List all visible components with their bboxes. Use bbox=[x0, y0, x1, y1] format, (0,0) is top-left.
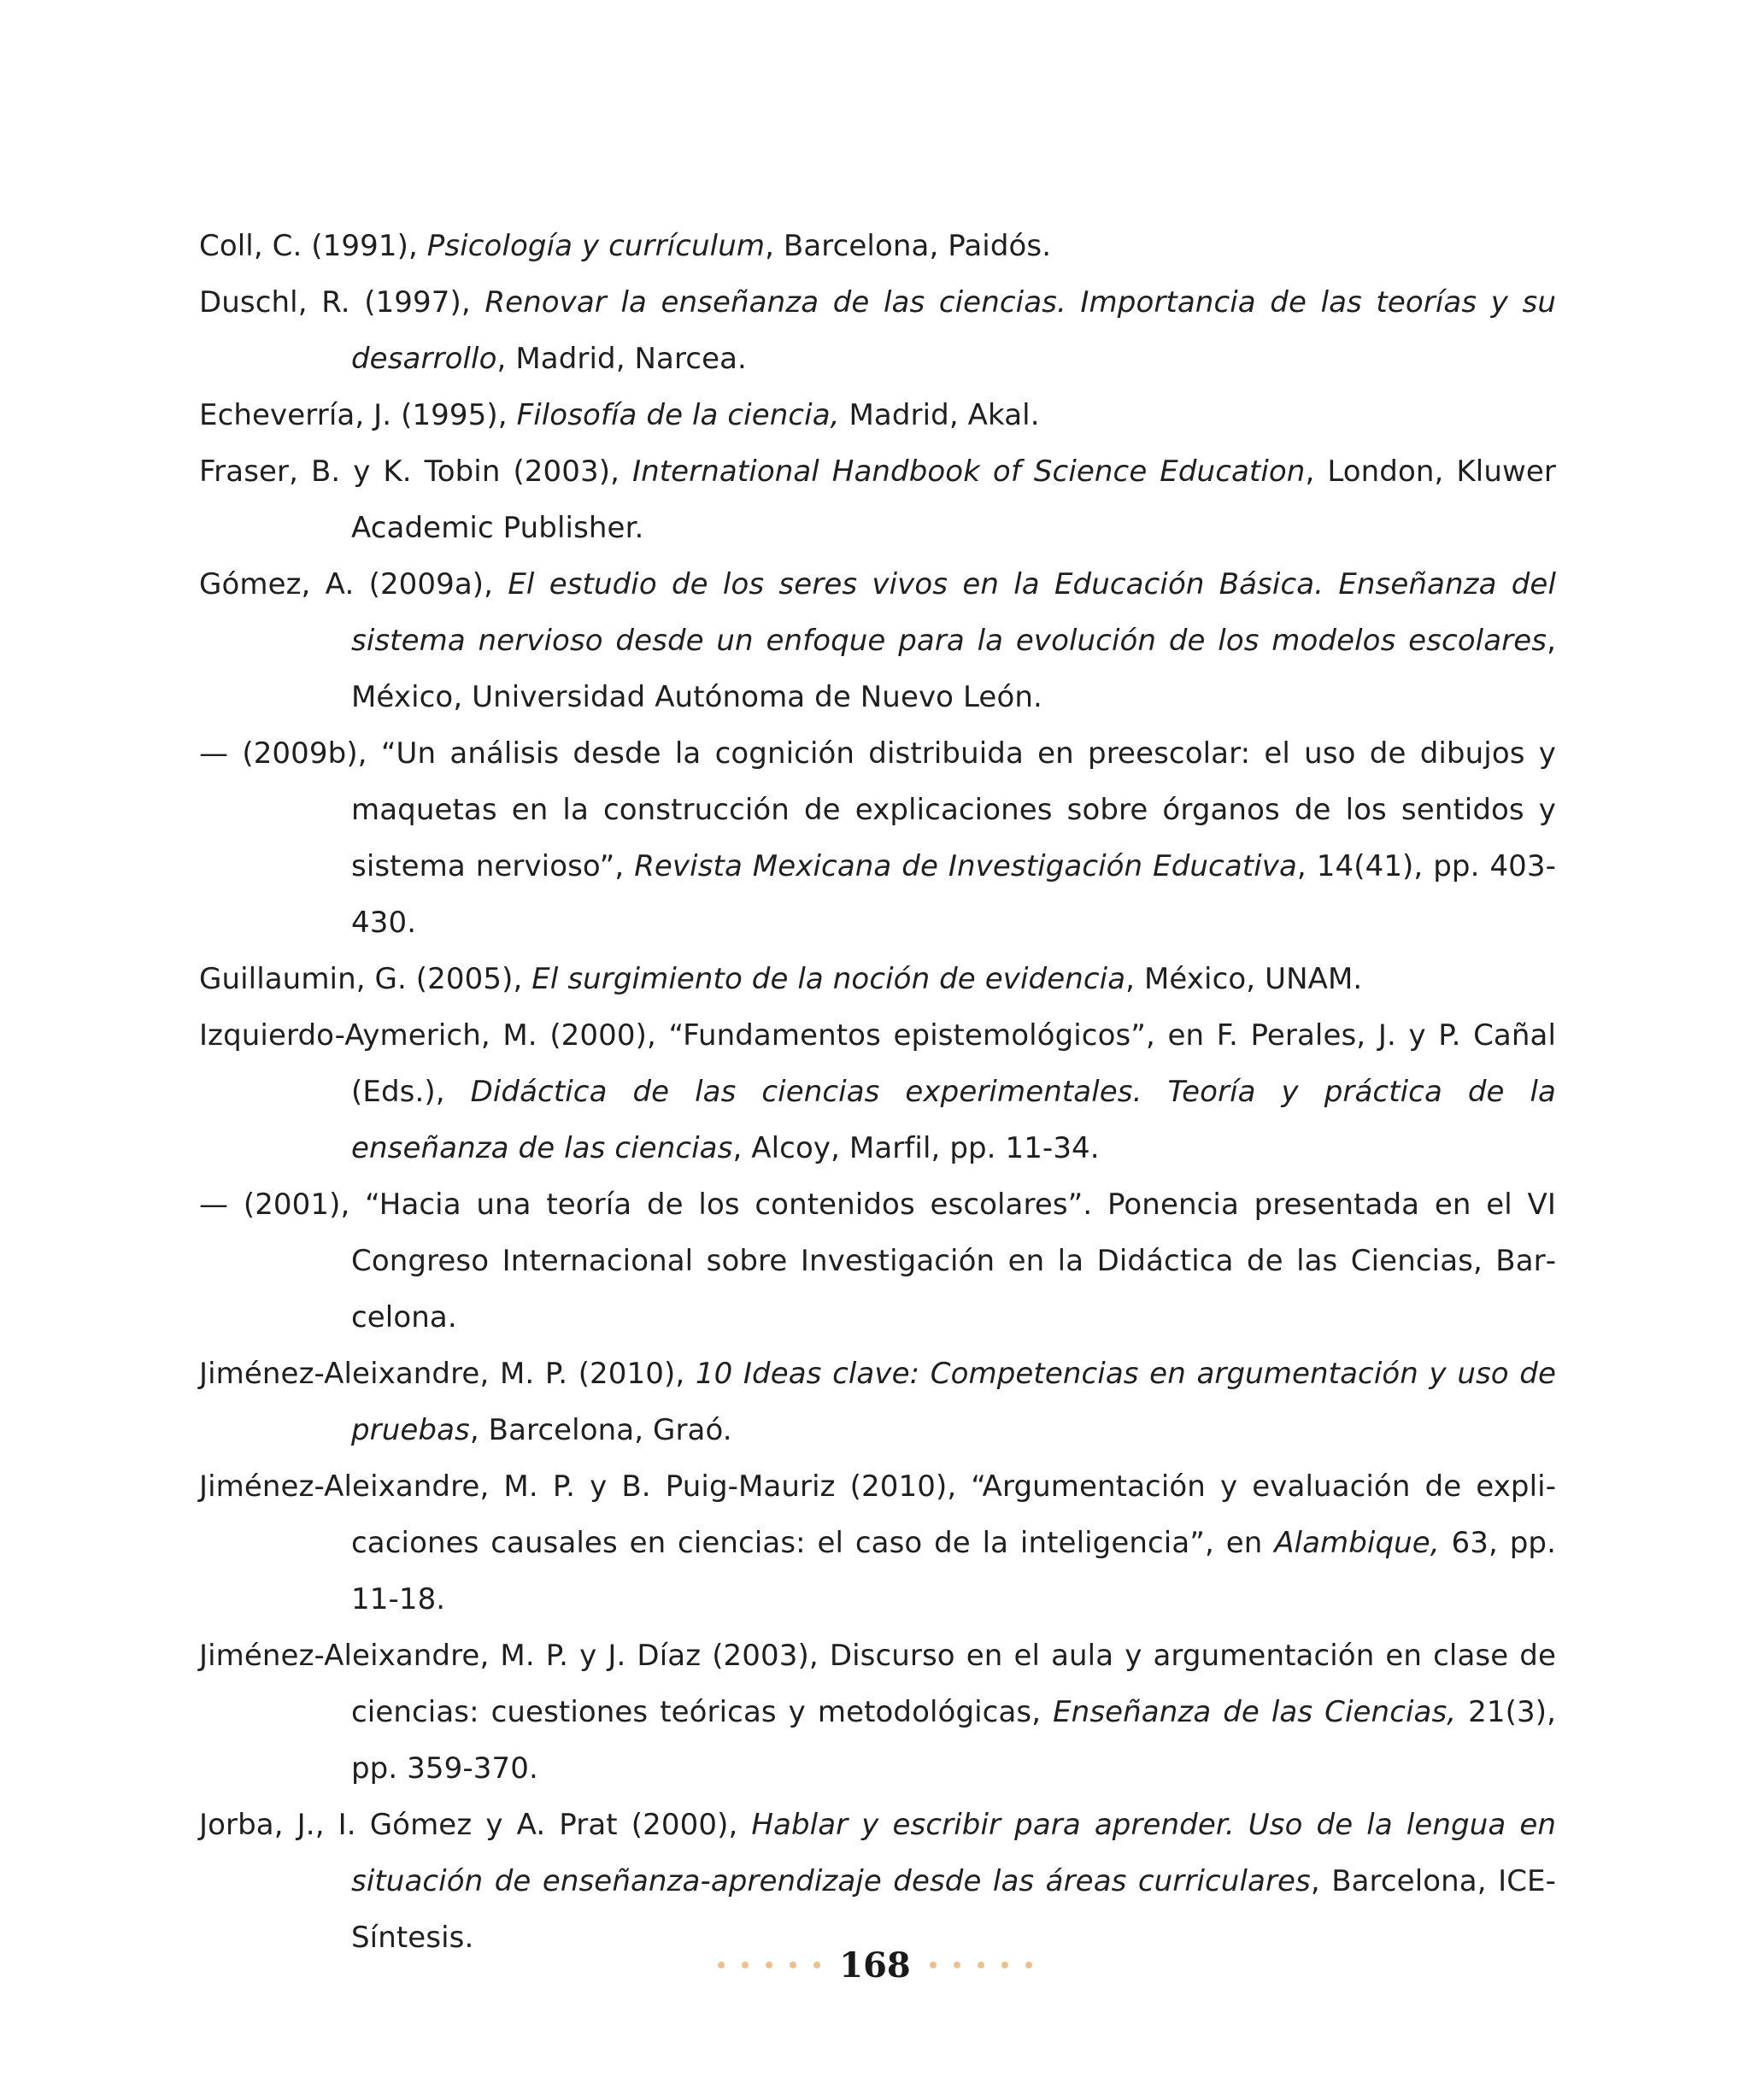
reference-entry bbox=[199, 387, 1556, 443]
reference-title: Didáctica de las ciencias experimentales. Teoría y práctica de la enseñanza de las ciencias bbox=[351, 1075, 1556, 1165]
reference-entry bbox=[199, 1628, 1556, 1797]
reference-title: Alambique, bbox=[1274, 1526, 1440, 1560]
reference-title: Revista Mexicana de Investigación Educativa bbox=[634, 849, 1297, 883]
reference-tail: , México, UNAM. bbox=[1125, 962, 1363, 996]
reference-tail: , London, Kluwer Academic Publisher. bbox=[351, 455, 1556, 545]
dot-ornament bbox=[930, 1962, 937, 1968]
dot-ornament bbox=[954, 1962, 960, 1968]
reference-entry bbox=[199, 274, 1556, 387]
reference-tail: 21(3), pp. 359-370. bbox=[351, 1695, 1556, 1786]
reference-lead: Jorba, J., I. Gómez y A. Prat (2000), bbox=[199, 1808, 752, 1842]
dot-ornament bbox=[790, 1962, 796, 1968]
dot-ornament bbox=[742, 1962, 749, 1968]
reference-entry bbox=[199, 218, 1556, 274]
reference-title: International Handbook of Science Education bbox=[631, 455, 1306, 489]
reference-entry bbox=[199, 443, 1556, 556]
reference-entry bbox=[199, 1346, 1556, 1458]
reference-entry bbox=[199, 556, 1556, 725]
reference-lead: Duschl, R. (1997), bbox=[199, 285, 485, 320]
reference-tail: , Barcelona, Paidós. bbox=[765, 229, 1052, 263]
reference-title: 10 Ideas clave: Competencias en argumentación y uso de pruebas bbox=[351, 1357, 1556, 1447]
dot-ornament bbox=[978, 1962, 984, 1968]
reference-lead: Gómez, A. (2009a), bbox=[199, 567, 508, 601]
reference-tail: , México, Universidad Autónoma de Nuevo León. bbox=[351, 624, 1556, 714]
reference-tail: Madrid, Akal. bbox=[839, 398, 1040, 432]
reference-entry bbox=[199, 1007, 1556, 1176]
reference-tail: , 14(41), pp. 403-430. bbox=[351, 849, 1557, 940]
reference-title: El estudio de los seres vivos en la Educación Básica. Enseñanza del sistema nervioso desde un enfoque para la evolución de los modelos escolares bbox=[351, 567, 1556, 658]
page-number: 168 bbox=[839, 1945, 911, 1986]
dot-ornament bbox=[1025, 1962, 1032, 1968]
reference-lead: Echeverría, J. (1995), bbox=[199, 398, 517, 432]
reference-lead: Izquierdo-Aymerich, M. (2000), “Fundamentos epistemológicos”, en F. Perales, J. y P. Cañal (Eds.), bbox=[199, 1018, 1556, 1109]
dot-ornament bbox=[766, 1962, 772, 1968]
reference-tail: 63, pp. 11-18. bbox=[351, 1526, 1556, 1616]
reference-tail: , Madrid, Narcea. bbox=[496, 342, 747, 376]
reference-title: Psicología y currículum bbox=[426, 229, 766, 263]
reference-entry bbox=[199, 1458, 1556, 1628]
dot-ornament bbox=[813, 1962, 820, 1968]
reference-title: El surgimiento de la noción de evidencia bbox=[531, 962, 1126, 996]
dot-ornament bbox=[1001, 1962, 1008, 1968]
reference-lead: Jiménez-Aleixandre, M. P. y B. Puig-Mauriz (2010), “Argumentación y evaluación de explicaciones causales en ciencias: el caso de la inteligencia”, en bbox=[199, 1469, 1556, 1560]
footer-dots-left bbox=[718, 1962, 820, 1968]
reference-lead: Guillaumin, G. (2005), bbox=[199, 962, 532, 996]
page-footer bbox=[0, 1939, 1750, 1991]
reference-title: Enseñanza de las Ciencias, bbox=[1053, 1695, 1457, 1729]
reference-lead: — (2009b), “Un análisis desde la cognición distribuida en preescolar: el uso de dibujos y maquetas en la construcción de explicaciones sobre órganos de los sentidos y sistema nervioso”, bbox=[199, 736, 1556, 883]
footer-dots-right bbox=[930, 1962, 1032, 1968]
reference-lead: Coll, C. (1991), bbox=[199, 229, 427, 263]
reference-lead: Fraser, B. y K. Tobin (2003), bbox=[199, 455, 632, 489]
reference-title: Hablar y escribir para aprender. Uso de la lengua en situación de enseñanza-aprendizaje desde las áreas curriculares bbox=[351, 1808, 1556, 1898]
reference-lead: Jiménez-Aleixandre, M. P. (2010), bbox=[199, 1357, 696, 1391]
reference-tail: , Alcoy, Marfil, pp. 11-34. bbox=[732, 1131, 1100, 1165]
reference-entry bbox=[199, 951, 1556, 1007]
reference-tail: , Barcelona, Graó. bbox=[469, 1413, 732, 1447]
reference-title: Filosofía de la ciencia, bbox=[516, 398, 840, 432]
reference-list bbox=[199, 218, 1556, 1966]
reference-tail: , Barcelona, ICE-Síntesis. bbox=[351, 1864, 1556, 1955]
reference-lead: Jiménez-Aleixandre, M. P. y J. Díaz (2003), Discurso en el aula y argumentación en clase de ciencias: cuestiones teóricas y metodológicas, bbox=[199, 1639, 1556, 1729]
reference-title: Renovar la enseñanza de las ciencias. Importancia de las teorías y su desarrollo bbox=[351, 285, 1556, 376]
reference-entry bbox=[199, 725, 1556, 951]
dot-ornament bbox=[718, 1962, 725, 1968]
reference-entry bbox=[199, 1176, 1556, 1346]
reference-lead: — (2001), “Hacia una teoría de los contenidos escolares”. Ponencia presentada en el VI Congreso Internacional sobre Investigación en la Didáctica de las Ciencias, Barcelona. bbox=[199, 1188, 1556, 1334]
